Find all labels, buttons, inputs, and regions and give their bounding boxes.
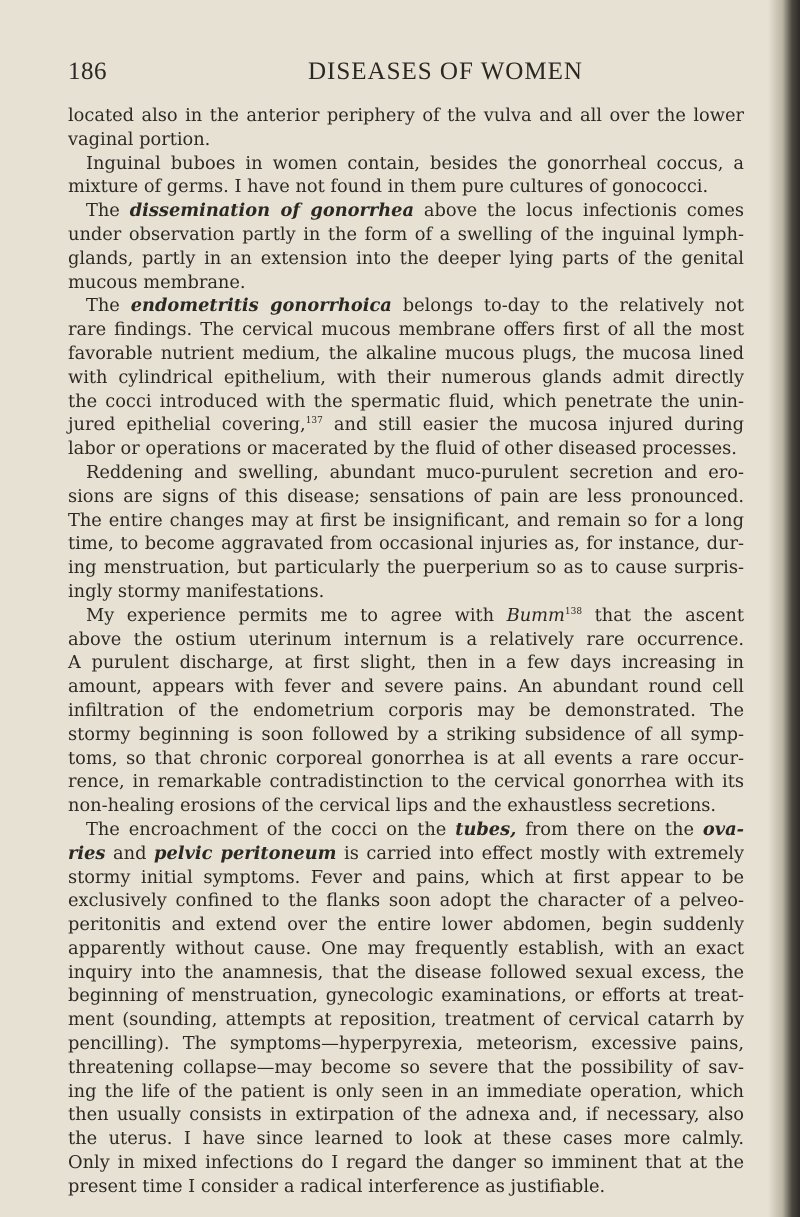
text-line: threatening collapse—may become so severe that the possibility of sav-	[68, 1056, 744, 1078]
text-line: stormy initial symptoms. Fever and pains, which at first appear to be	[68, 866, 744, 888]
text-line: with cylindrical epithelium, with their numerous glands admit directly	[68, 366, 744, 388]
text-line: The endometritis gonorrhoica belongs to-day to the relatively not	[86, 295, 744, 317]
text-line: toms, so that chronic corporeal gonorrhea is at all events a rare occur-	[68, 747, 744, 769]
text-line: favorable nutrient medium, the alkaline mucous plugs, the mucosa lined	[68, 342, 744, 364]
text-line: ingly stormy manifestations.	[68, 580, 325, 602]
text-line: Reddening and swelling, abundant muco-purulent secretion and ero-	[86, 461, 744, 483]
text-line: peritonitis and extend over the entire lower abdomen, begin suddenly	[68, 914, 744, 936]
text-line: vaginal portion.	[68, 128, 211, 150]
text-line: present time I consider a radical interference as justifiable.	[68, 1175, 606, 1197]
text-line: ment (sounding, attempts at reposition, treatment of cervical catarrh by	[68, 1009, 744, 1031]
emphasis: ries	[68, 842, 106, 864]
text-line: non-healing erosions of the cervical lips and the exhaustless secretions.	[68, 795, 717, 817]
text-line: mixture of germs. I have not found in them pure cultures of gonococci.	[68, 176, 709, 198]
text-line: the uterus. I have since learned to look at these cases more calmly.	[68, 1128, 744, 1150]
page-spine-shadow	[768, 0, 800, 1217]
text-line: The dissemination of gonorrhea above the locus infectionis comes	[86, 200, 744, 222]
text-line: then usually consists in extirpation of the adnexa and, if necessary, also	[68, 1104, 744, 1126]
text-line: ing the life of the patient is only seen in an immediate operation, which	[68, 1080, 744, 1102]
text-line: Inguinal buboes in women contain, besides the gonorrheal coccus, a	[86, 152, 744, 174]
text-line: glands, partly in an extension into the deeper lying parts of the genital	[68, 247, 744, 269]
text-line: ries and pelvic peritoneum is carried into effect mostly with extremely	[68, 842, 744, 864]
body-text	[68, 104, 744, 1199]
text-line: sions are signs of this disease; sensations of pain are less pronounced.	[68, 485, 744, 507]
text-line: amount, appears with fever and severe pains. An abundant round cell	[68, 676, 744, 698]
text-line: My experience permits me to agree with Bumm$^{138}$ that the ascent	[86, 604, 744, 626]
running-head: DISEASES OF WOMEN	[308, 58, 583, 85]
text-line: the cocci introduced with the spermatic fluid, which penetrate the unin-	[68, 390, 744, 412]
emphasis: endometritis gonorrhoica	[130, 295, 392, 317]
text-line: jured epithelial covering,$^{137}$ and still easier the mucosa injured during	[68, 414, 744, 436]
text-line: rence, in remarkable contradistinction to the cervical gonorrhea with its	[68, 771, 744, 793]
text-line: ing menstruation, but particularly the puerperium so as to cause surpris-	[68, 557, 744, 579]
text-line: pencilling). The symptoms—hyperpyrexia, meteorism, excessive pains,	[68, 1033, 744, 1055]
text-line: Only in mixed infections do I regard the danger so imminent that at the	[68, 1152, 744, 1174]
text-line: stormy beginning is soon followed by a striking subsidence of all symp-	[68, 723, 744, 745]
text-line: labor or operations or macerated by the fluid of other diseased processes.	[68, 438, 737, 460]
emphasis: dissemination of gonorrhea	[129, 200, 414, 222]
text-line: located also in the anterior periphery of the vulva and all over the lower	[68, 105, 744, 126]
footnote-ref: 138	[564, 606, 583, 617]
text-line: mucous membrane.	[68, 271, 246, 293]
text-line: A purulent discharge, at first slight, then in a few days increasing in	[68, 652, 744, 674]
text-line: under observation partly in the form of a swelling of the inguinal lymph-	[68, 223, 744, 245]
text-line: exclusively confined to the flanks soon adopt the character of a pelveo-	[68, 890, 744, 912]
text-line: beginning of menstruation, gynecologic examinations, or efforts at treat-	[68, 985, 744, 1007]
text-line: apparently without cause. One may frequently establish, with an exact	[68, 937, 744, 959]
footnote-ref: 137	[305, 416, 323, 427]
text-line: rare findings. The cervical mucous membrane offers first of all the most	[68, 319, 744, 341]
text-line: The entire changes may at first be insignificant, and remain so for a long	[68, 509, 744, 531]
text-line: inquiry into the anamnesis, that the disease followed sexual excess, the	[68, 961, 744, 983]
text-line: time, to become aggravated from occasional injuries as, for instance, dur-	[68, 533, 744, 555]
text-line: The encroachment of the cocci on the tubes, from there on the ova-	[86, 818, 744, 840]
emphasis: pelvic peritoneum	[154, 842, 337, 864]
author-name: Bumm	[506, 604, 565, 626]
text-line: above the ostium uterinum internum is a relatively rare occurrence.	[68, 628, 744, 650]
emphasis: tubes,	[455, 818, 517, 840]
emphasis: ova-	[702, 818, 744, 840]
page-number: 186	[68, 58, 107, 85]
text-line: infiltration of the endometrium corporis may be demonstrated. The	[68, 699, 744, 721]
